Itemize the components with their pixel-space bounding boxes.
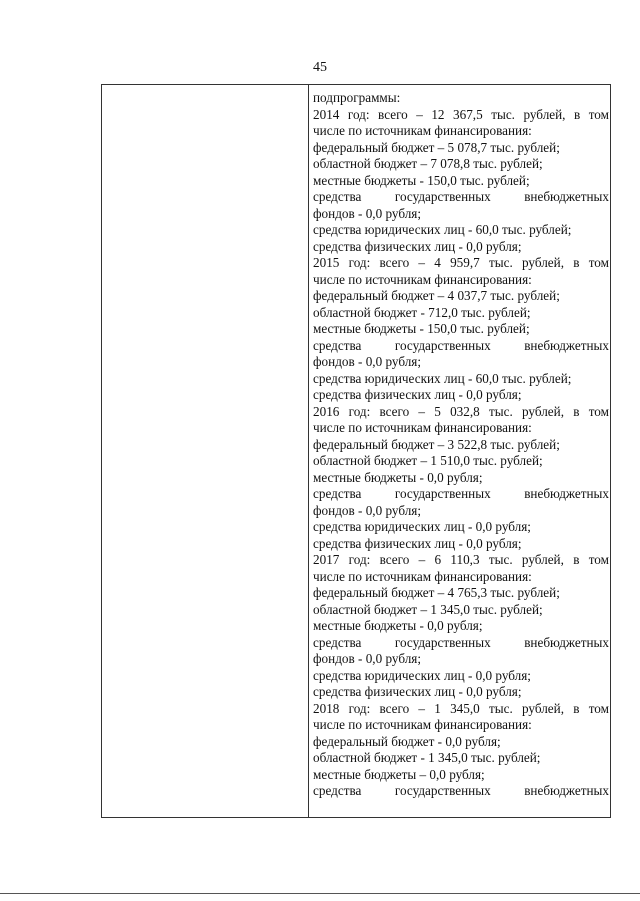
funding-line: 2017 год: всего – 6 110,3 тыс. рублей, в том <box>313 552 609 567</box>
funding-line: средства государственных внебюджетных <box>313 337 609 353</box>
funding-line: федеральный бюджет - 0,0 рубля; <box>313 733 501 749</box>
funding-line: средства физических лиц - 0,0 рубля; <box>313 238 522 254</box>
funding-line: средства физических лиц - 0,0 рубля; <box>313 387 522 402</box>
funding-line: областной бюджет – 1 510,0 тыс. рублей; <box>313 453 543 468</box>
funding-line: средства юридических лиц - 60,0 тыс. рублей; <box>313 222 572 237</box>
funding-line: областной бюджет - 1 345,0 тыс. рублей; <box>313 750 541 765</box>
funding-line: средства юридических лиц - 0,0 рубля; <box>313 667 531 683</box>
funding-line: средства государственных внебюджетных <box>313 634 609 650</box>
page-number: 45 <box>313 60 327 75</box>
funding-line: федеральный бюджет – 4 037,7 тыс. рублей; <box>313 288 560 303</box>
funding-line: средства юридических лиц - 60,0 тыс. рублей; <box>313 370 572 386</box>
funding-line: средства государственных внебюджетных <box>313 189 609 204</box>
funding-line: фондов - 0,0 рубля; <box>313 354 422 369</box>
funding-line: числе по источникам финансирования: <box>313 420 532 435</box>
funding-table <box>101 84 611 818</box>
funding-line: областной бюджет – 1 345,0 тыс. рублей; <box>313 601 543 617</box>
funding-line: областной бюджет – 7 078,8 тыс. рублей; <box>313 156 543 171</box>
funding-line: фондов - 0,0 рубля; <box>313 205 422 221</box>
funding-line: 2018 год: всего – 1 345,0 тыс. рублей, в том <box>313 700 609 716</box>
funding-line: 2014 год: всего – 12 367,5 тыс. рублей, в том <box>313 106 609 122</box>
funding-line: средства юридических лиц - 0,0 рубля; <box>313 519 531 534</box>
funding-line: числе по источникам финансирования: <box>313 568 532 584</box>
funding-line: 2015 год: всего – 4 959,7 тыс. рублей, в том <box>313 255 609 270</box>
funding-line: средства физических лиц - 0,0 рубля; <box>313 535 522 551</box>
funding-line: подпрограммы: <box>313 90 401 105</box>
funding-line: областной бюджет - 712,0 тыс. рублей; <box>313 304 531 320</box>
funding-line: фондов - 0,0 рубля; <box>313 651 422 666</box>
table-right-cell <box>313 90 609 800</box>
funding-line: числе по источникам финансирования: <box>313 717 532 732</box>
funding-line: 2016 год: всего – 5 032,8 тыс. рублей, в том <box>313 403 609 419</box>
funding-line: федеральный бюджет – 5 078,7 тыс. рублей; <box>313 139 560 155</box>
funding-line: числе по источникам финансирования: <box>313 271 532 287</box>
funding-line: местные бюджеты - 0,0 рубля; <box>313 469 483 485</box>
funding-line: местные бюджеты – 0,0 рубля; <box>313 766 485 782</box>
funding-line: средства физических лиц - 0,0 рубля; <box>313 684 522 699</box>
funding-line: средства государственных внебюджетных <box>313 486 609 501</box>
funding-line: местные бюджеты - 150,0 тыс. рублей; <box>313 172 530 188</box>
funding-line: местные бюджеты - 150,0 тыс. рублей; <box>313 321 530 336</box>
funding-line: средства государственных внебюджетных <box>313 783 609 798</box>
funding-line: фондов - 0,0 рубля; <box>313 502 422 518</box>
funding-line: федеральный бюджет – 3 522,8 тыс. рублей; <box>313 436 560 452</box>
column-divider <box>308 85 309 817</box>
funding-line: местные бюджеты - 0,0 рубля; <box>313 618 483 633</box>
funding-line: числе по источникам финансирования: <box>313 123 532 138</box>
page-bottom-rule <box>0 893 640 894</box>
funding-line: федеральный бюджет – 4 765,3 тыс. рублей; <box>313 585 560 600</box>
